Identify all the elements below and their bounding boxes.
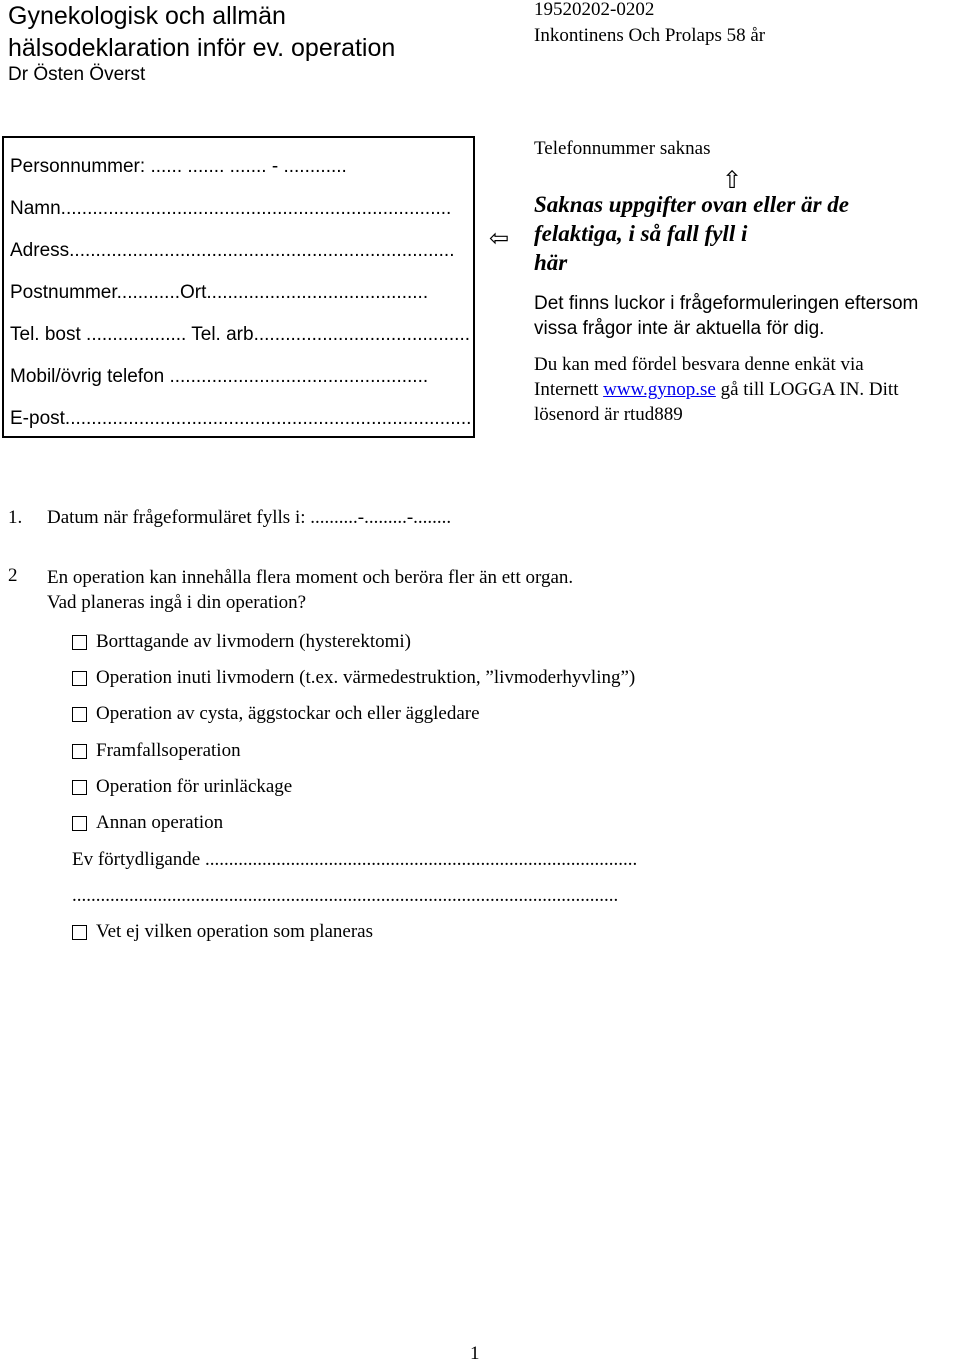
checkbox-icon[interactable] [72,635,87,650]
q2-line-1: En operation kan innehålla flera moment och beröra fler än ett organ. [47,567,574,588]
contact-info-box [2,136,475,438]
page-number: 1 [470,1343,480,1364]
checkbox-icon[interactable] [72,744,87,759]
checkbox-icon[interactable] [72,780,87,795]
missing-info-line-1: Saknas uppgifter ovan eller är de [534,192,849,217]
email-field[interactable]: E-post.............................................................................. [10,408,477,429]
phone-missing-note: Telefonnummer saknas [534,138,711,159]
q2-line-2: Vad planeras ingå i din operation? [47,592,307,613]
q2-number: 2 [8,565,18,586]
option-unknown[interactable]: Vet ej vilken operation som planeras [72,921,373,943]
q1-number: 1. [8,507,23,528]
patient-id: 19520202-0202 [534,0,655,20]
diagnosis: Inkontinens Och Prolaps 58 år [534,25,766,46]
q2-text [47,565,573,615]
arrow-left-icon: ⇦ [489,225,510,252]
web-line-2: Internett www.gynop.se gå till LOGGA IN. Ditt [534,379,899,400]
title-line-1: Gynekologisk och allmän [8,2,286,30]
option-prolapse[interactable]: Framfallsoperation [72,740,241,762]
postcode-field[interactable]: Postnummer............Ort.......................................... [10,282,429,303]
phone-field[interactable]: Tel. bost ................... Tel. arb......................................... [10,324,471,345]
missing-info-heading [534,190,849,277]
mobile-field[interactable]: Mobil/övrig telefon ................................................. [10,366,429,387]
address-field[interactable]: Adress......................................................................... [10,240,455,261]
missing-info-line-3: här [534,250,568,275]
gynop-link[interactable]: www.gynop.se [603,379,716,400]
checkbox-icon[interactable] [72,671,87,686]
option-cyst-ovaries[interactable]: Operation av cysta, äggstockar och eller äggledare [72,703,480,725]
document-title [8,0,395,64]
clarification-continued[interactable]: ................................................................................................................... [72,885,619,906]
option-intrauterine[interactable]: Operation inuti livmodern (t.ex. värmedestruktion, ”livmoderhyvling”) [72,667,635,689]
name-field[interactable]: Namn.......................................................................... [10,198,452,219]
arrow-up-icon: ⇧ [722,167,743,194]
web-note [534,352,898,427]
web-line-1: Du kan med fördel besvara denne enkät via [534,354,864,375]
missing-info-line-2: felaktiga, i så fall fyll i [534,221,748,246]
password-line: lösenord är rtud889 [534,404,683,425]
personnummer-field[interactable]: Personnummer: ...... ....... ....... - ............ [10,156,347,177]
option-hysterectomy[interactable]: Borttagande av livmodern (hysterektomi) [72,631,411,653]
q1-date-field[interactable]: Datum när frågeformuläret fylls i: ..........-.........-........ [47,507,452,528]
gaps-line-1: Det finns luckor i frågeformuleringen eftersom [534,293,919,314]
checkbox-icon[interactable] [72,707,87,722]
option-other[interactable]: Annan operation [72,812,223,834]
clarification-field[interactable]: Ev förtydligande ........................................................................................... [72,849,638,870]
checkbox-icon[interactable] [72,816,87,831]
gaps-line-2: vissa frågor inte är aktuella för dig. [534,318,825,339]
doctor-name: Dr Östen Överst [8,64,146,85]
title-line-2: hälsodeklaration inför ev. operation [8,34,396,62]
gaps-note [534,291,918,341]
option-incontinence[interactable]: Operation för urinläckage [72,776,292,798]
patient-header [534,0,765,49]
checkbox-icon[interactable] [72,925,87,940]
